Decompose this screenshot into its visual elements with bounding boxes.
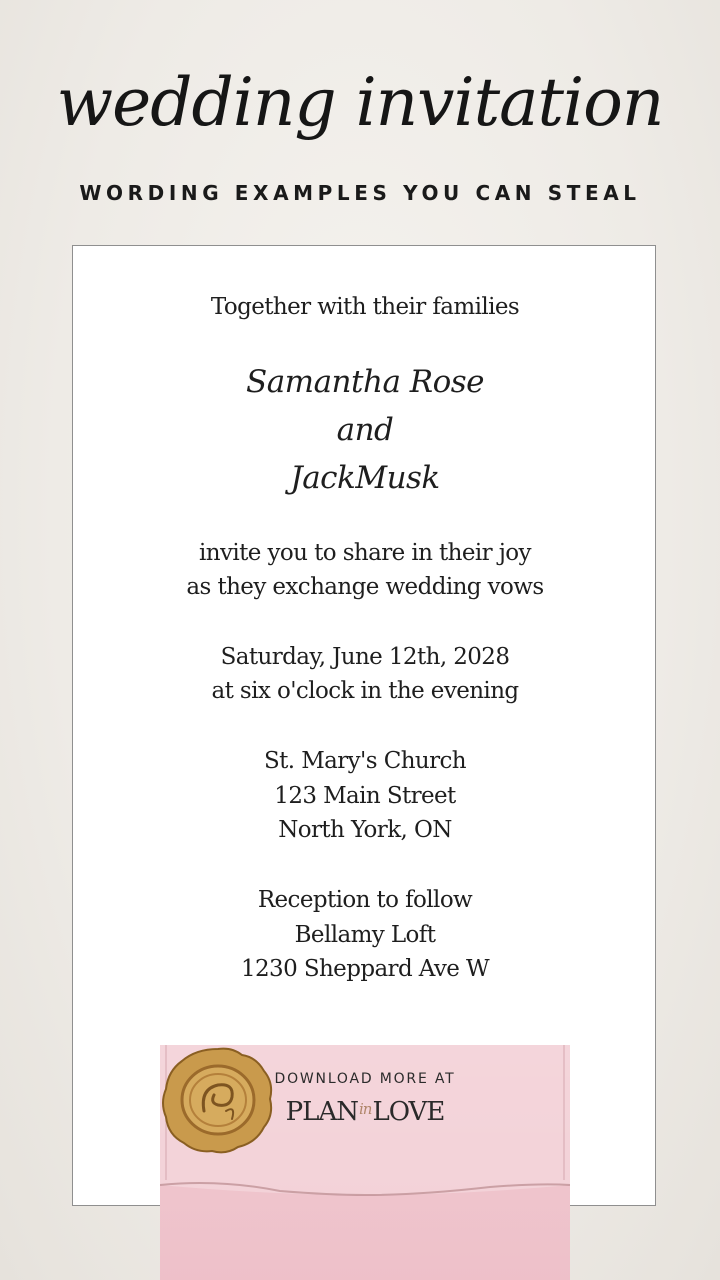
intro-text: Together with their families <box>210 294 520 320</box>
name-two: JackMusk <box>290 460 440 496</box>
venue-street: 123 Main Street <box>274 783 456 809</box>
download-more-label: DOWNLOAD MORE AT <box>274 1071 456 1087</box>
date-text: Saturday, June 12th, 2028 <box>220 644 510 670</box>
envelope-graphic <box>160 1045 570 1280</box>
invite-line-2: as they exchange wedding vows <box>186 574 544 600</box>
venue-name: St. Mary's Church <box>263 748 467 774</box>
conjunction-text: and <box>336 412 394 448</box>
reception-venue: Bellamy Loft <box>294 922 436 948</box>
invite-line-1: invite you to share in their joy <box>199 540 531 566</box>
reception-address: 1230 Sheppard Ave W <box>240 956 490 982</box>
wax-seal-icon <box>160 1045 276 1155</box>
page-subtitle: WORDING EXAMPLES YOU CAN STEAL <box>79 181 641 205</box>
plan-in-love-logo: $PLAN^{in}LOVE$ <box>285 1097 445 1127</box>
name-one: Samantha Rose <box>245 364 485 400</box>
venue-city: North York, ON <box>278 817 452 843</box>
time-text: at six o'clock in the evening <box>211 678 519 704</box>
reception-note: Reception to follow <box>257 887 473 913</box>
page-title: wedding invitation <box>56 64 664 141</box>
